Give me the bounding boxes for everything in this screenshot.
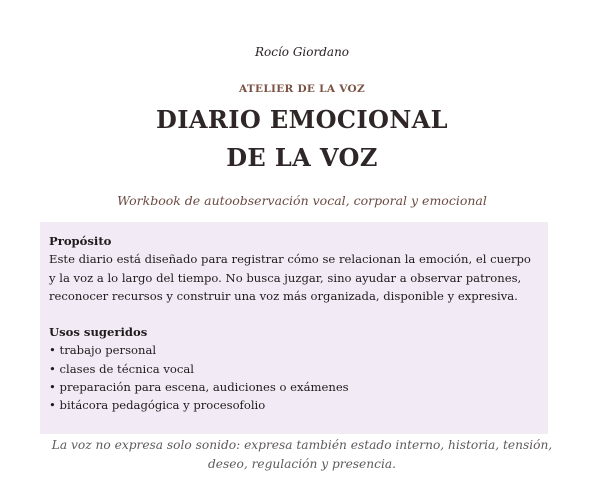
uses-list (49, 341, 539, 414)
section-spacer (49, 305, 539, 323)
title-line-2: DE LA VOZ (226, 143, 378, 172)
author-name: Rocío Giordano (254, 45, 350, 59)
list-item: • trabajo personal (49, 341, 539, 359)
uses-heading: Usos sugeridos (49, 325, 148, 340)
list-item: • preparación para escena, audiciones o exámenes (49, 378, 539, 396)
closing-quote: La voz no expresa solo sonido: expresa también estado interno, historia, tensión, deseo, regulación y presencia. (51, 438, 553, 471)
list-item: • clases de técnica vocal (49, 360, 539, 378)
page-subtitle: Workbook de autoobservación vocal, corporal y emocional (117, 193, 487, 208)
purpose-heading: Propósito (49, 234, 112, 248)
purpose-body: Este diario está diseñado para registrar cómo se relacionan la emoción, el cuerpo y la voz a lo largo del tiempo. No busca juzgar, sino ayudar a observar patrones, reconocer recursos y construir una voz más organizada, disponible y expresiva. (49, 252, 531, 303)
info-panel (40, 222, 548, 434)
kicker-label: ATELIER DE LA VOZ (239, 83, 365, 95)
list-item: • bitácora pedagógica y procesofolio (49, 396, 539, 414)
title-line-1: DIARIO EMOCIONAL (156, 105, 448, 134)
page-title (0, 101, 604, 177)
